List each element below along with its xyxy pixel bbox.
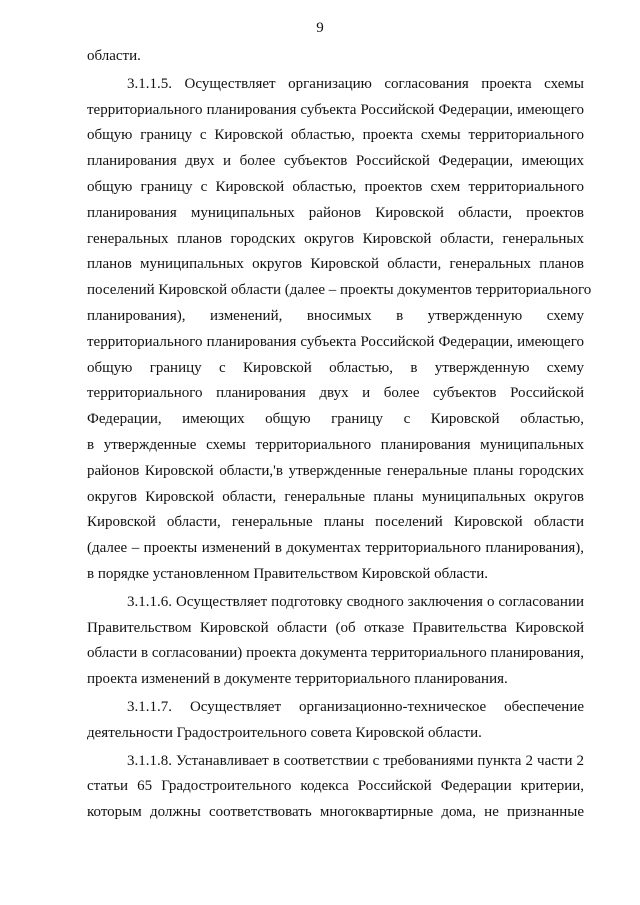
text-line: 3.1.1.6. Осуществляет подготовку сводного заключения о согласовании xyxy=(127,593,584,610)
text-line: 3.1.1.7. Осуществляет организационно-техническое обеспечение xyxy=(127,698,584,715)
text-line: планирования), изменений, вносимых в утвержденную схему xyxy=(87,307,584,324)
text-line: территориального планирования двух и более субъектов Российской xyxy=(87,385,584,402)
body-text xyxy=(87,44,592,826)
text-line: общую границу с Кировской областью, проектов схем территориального xyxy=(87,178,584,195)
text-line: в порядке установленном Правительством Кировской области. xyxy=(87,565,489,582)
text-line: районов Кировской области,'в утвержденные генеральные планы городских xyxy=(87,462,584,479)
text-line: округов Кировской области, генеральные планы муниципальных округов xyxy=(87,488,584,505)
text-line: деятельности Градостроительного совета Кировской области. xyxy=(87,724,482,741)
text-line: 3.1.1.8. Устанавливает в соответствии с требованиями пункта 2 части 2 xyxy=(127,752,584,769)
text-line: общую границу с Кировской областью, проекта схемы территориального xyxy=(87,127,584,144)
text-line: поселений Кировской области (далее – проекты документов территориального xyxy=(87,282,592,299)
text-line: планов муниципальных округов Кировской области, генеральных планов xyxy=(87,256,584,273)
page-number: 9 xyxy=(316,20,324,36)
text-line: планирования муниципальных районов Кировской области, проектов xyxy=(87,204,584,221)
text-line: области в согласовании) проекта документа территориального планирования, xyxy=(87,645,584,662)
text-line: в утвержденные схемы территориального планирования муниципальных xyxy=(87,436,584,453)
text-line: проекта изменений в документе территориального планирования. xyxy=(87,671,508,688)
text-line: территориального планирования субъекта Российской Федерации, имеющего xyxy=(87,101,584,118)
text-line: области. xyxy=(87,48,141,64)
text-line: планирования двух и более субъектов Российской Федерации, имеющих xyxy=(87,153,584,170)
text-line: (далее – проекты изменений в документах территориального планирования), xyxy=(87,540,584,557)
text-line: которым должны соответствовать многоквартирные дома, не признанные xyxy=(87,804,584,821)
text-line: 3.1.1.5. Осуществляет организацию согласования проекта схемы xyxy=(127,75,584,92)
text-line: Правительством Кировской области (об отказе Правительства Кировской xyxy=(87,619,584,636)
text-line: общую границу с Кировской областью, в утвержденную схему xyxy=(87,359,584,376)
text-line: Федерации, имеющих общую границу с Кировской областью, xyxy=(87,411,584,428)
text-line: генеральных планов городских округов Кировской области, генеральных xyxy=(87,230,584,247)
text-line: статьи 65 Градостроительного кодекса Российской Федерации критерии, xyxy=(87,778,584,795)
text-line: территориального планирования субъекта Российской Федерации, имеющего xyxy=(87,333,584,350)
text-line: Кировской области, генеральные планы поселений Кировской области xyxy=(87,514,584,531)
